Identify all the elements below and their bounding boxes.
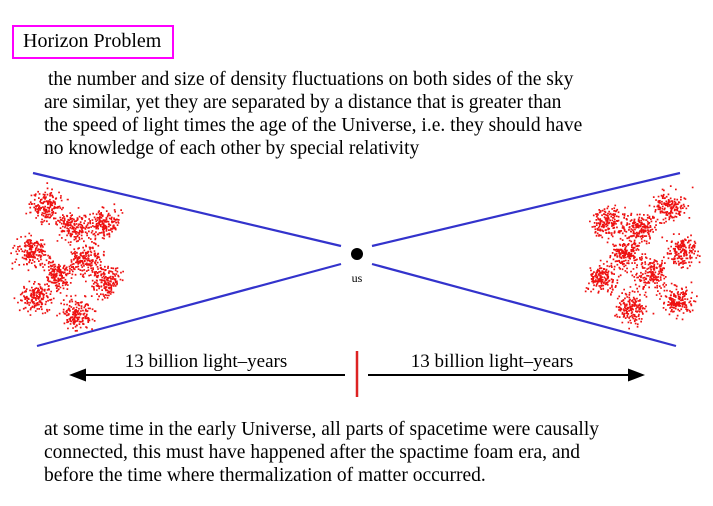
- us-dot: [351, 248, 363, 260]
- galaxy-cluster: [585, 260, 624, 296]
- footer-line: before the time where thermalization of matter occurred.: [44, 465, 486, 486]
- galaxy-cluster: [56, 295, 96, 332]
- us-marker: [351, 248, 363, 260]
- intro-line: are similar, yet they are separated by a distance that is greater than: [44, 92, 562, 113]
- intro-line: no knowledge of each other by special relativity: [44, 138, 420, 159]
- galaxy-cluster: [661, 233, 700, 269]
- footer-line: at some time in the early Universe, all parts of spacetime were causally: [44, 419, 599, 440]
- galaxy-cluster: [656, 282, 698, 321]
- galaxy-cluster: [85, 264, 124, 301]
- galaxy-cluster: [649, 185, 694, 224]
- scale-label-right: 13 billion light–years: [410, 351, 574, 372]
- scale-label-left: 13 billion light–years: [124, 351, 288, 372]
- intro-line: the speed of light times the age of the Universe, i.e. they should have: [44, 115, 583, 136]
- footer-paragraph: [44, 418, 599, 487]
- galaxy-cluster: [55, 207, 96, 246]
- galaxy-clusters-right: [585, 185, 701, 329]
- us-label: us: [351, 271, 363, 285]
- cone-line: [33, 173, 341, 246]
- galaxy-cluster: [589, 205, 628, 240]
- intro-line: the number and size of density fluctuations on both sides of the sky: [48, 69, 574, 90]
- arrowhead-right: [628, 369, 645, 382]
- page-title: Horizon Problem: [23, 30, 162, 52]
- galaxy-clusters-left: [10, 182, 124, 331]
- galaxy-cluster: [614, 286, 654, 329]
- arrowhead-left: [69, 369, 86, 382]
- footer-line: connected, this must have happened after the spactime foam era, and: [44, 442, 581, 463]
